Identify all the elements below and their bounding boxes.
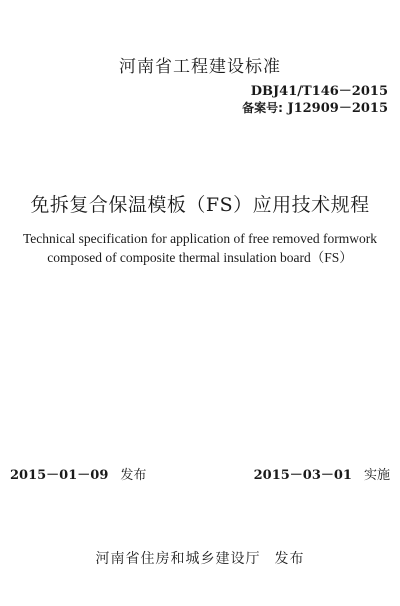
publisher-name: 河南省住房和城乡建设厅 — [95, 551, 261, 567]
publisher-line — [0, 548, 400, 568]
english-title-line-2: composed of composite thermal insulation board（FS） — [47, 250, 353, 265]
record-number-line — [242, 97, 388, 116]
document-title-english — [0, 229, 400, 267]
effective-date-line — [254, 464, 390, 483]
standard-series-title: 河南省工程建设标准 — [119, 57, 281, 77]
effective-verb: 实施 — [363, 468, 390, 483]
english-title-line-1: Technical specification for application of free removed formwork — [22, 231, 378, 246]
issue-verb: 发布 — [120, 468, 147, 483]
document-title-chinese: 免拆复合保温模板（FS）应用技术规程 — [30, 194, 370, 216]
standard-code: DBJ41/T146－2015 — [250, 84, 388, 99]
publisher-verb: 发布 — [274, 551, 305, 567]
issue-date-line — [10, 464, 146, 483]
issue-date: 2015－01－09 — [10, 468, 109, 483]
effective-date: 2015－03－01 — [253, 468, 352, 483]
record-number: J12909－2015 — [287, 101, 388, 116]
record-label: 备案号: — [242, 101, 283, 115]
